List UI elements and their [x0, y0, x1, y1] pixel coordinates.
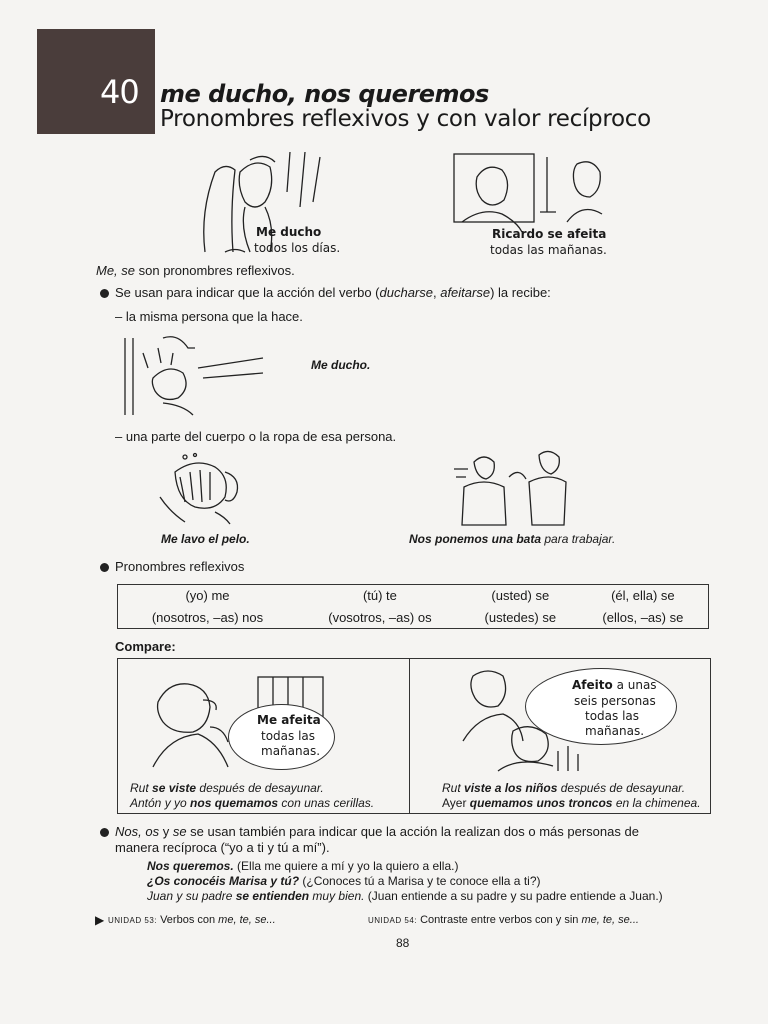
example-me-lavo-el-pelo: Me lavo el pelo. — [161, 532, 250, 546]
bullet — [100, 289, 109, 298]
bubble-line: todas las — [585, 709, 640, 723]
bubble-line: seis personas — [574, 694, 656, 708]
table-cell: (ustedes) se — [484, 609, 557, 625]
bubble-line: mañanas. — [585, 724, 645, 738]
example-nos-ponemos-una-bata: Nos ponemos una bata para trabajar. — [409, 532, 616, 546]
compare-right-line1: Rut viste a los niños después de desayunar. — [442, 781, 686, 795]
bullet — [100, 828, 109, 837]
table-cell: (nosotros, –as) nos — [151, 609, 264, 625]
table-row — [118, 585, 709, 607]
unit-53-link[interactable]: UNIDAD 53: Verbos con me, te, se... — [108, 914, 276, 926]
table-cell: (ellos, –as) se — [602, 609, 684, 625]
example-line: Nos queremos. (Ella me quiere a mí y yo la quiero a ella.) — [147, 859, 459, 873]
bubble-line: todas las — [261, 729, 316, 743]
compare-right-line2: Ayer quemamos unos troncos en la chimenea. — [442, 796, 701, 810]
bullet2-text: Pronombres reflexivos — [115, 559, 245, 574]
bullet — [100, 563, 109, 572]
case1-text: – la misma persona que la hace. — [115, 309, 303, 324]
compare-left-line1: Rut se viste después de desayunar. — [130, 781, 324, 795]
unit-subtitle: Pronombres reflexivos y con valor recíproco — [160, 106, 651, 132]
lab-coats-illustration — [454, 447, 572, 527]
table-row — [118, 607, 709, 629]
bullet3-line2: manera recíproca (“yo a ti y tú a mí”). — [115, 840, 330, 855]
example-line: ¿Os conocéis Marisa y tú? (¿Conoces tú a Marisa y te conoce ella a ti?) — [147, 874, 541, 888]
bullet3-text: Nos, os y se se usan también para indicar que la acción la realizan dos o más personas de — [115, 824, 639, 839]
compare-divider — [409, 658, 410, 814]
page-number: 88 — [396, 936, 410, 950]
table-cell: (usted) se — [491, 588, 550, 604]
table-cell: (tú) te — [362, 588, 397, 604]
caption-ricardo-se-afeita: Ricardo se afeita — [492, 227, 607, 241]
compare-label: Compare: — [115, 639, 176, 654]
reflexive-pronouns-table — [117, 584, 709, 629]
caption-todos-los-dias: todos los días. — [254, 241, 341, 255]
case2-text: – una parte del cuerpo o la ropa de esa persona. — [115, 429, 397, 444]
bubble-me-afeita: Me afeita — [257, 713, 321, 727]
shower-person-illustration — [123, 333, 268, 418]
table-cell: (yo) me — [185, 588, 230, 604]
bullet1-text: Se usan para indicar que la acción del verbo (ducharse, afeitarse) la recibe: — [115, 285, 551, 300]
unit-title: me ducho, nos queremos — [160, 80, 489, 108]
bubble-afeito: Afeito a unas — [572, 678, 657, 692]
arrow-icon: ▶ — [95, 913, 105, 927]
example-line: Juan y su padre se entienden muy bien. (Juan entiende a su padre y su padre entiende a Juan.) — [147, 889, 663, 903]
bubble-line: mañanas. — [261, 744, 321, 758]
unit-54-link[interactable]: UNIDAD 54: Contraste entre verbos con y sin me, te, se... — [368, 914, 639, 926]
table-cell: (vosotros, –as) os — [328, 609, 432, 625]
intro-text: Me, se son pronombres reflexivos. — [96, 263, 295, 278]
example-me-ducho: Me ducho. — [311, 358, 371, 372]
compare-left-line2: Antón y yo nos quemamos con unas cerillas. — [130, 796, 375, 810]
hair-washing-illustration — [155, 452, 247, 527]
caption-me-ducho: Me ducho — [256, 225, 322, 239]
table-cell: (él, ella) se — [611, 588, 675, 604]
caption-todas-las-mananas: todas las mañanas. — [490, 243, 607, 257]
unit-number: 40 — [100, 73, 139, 111]
